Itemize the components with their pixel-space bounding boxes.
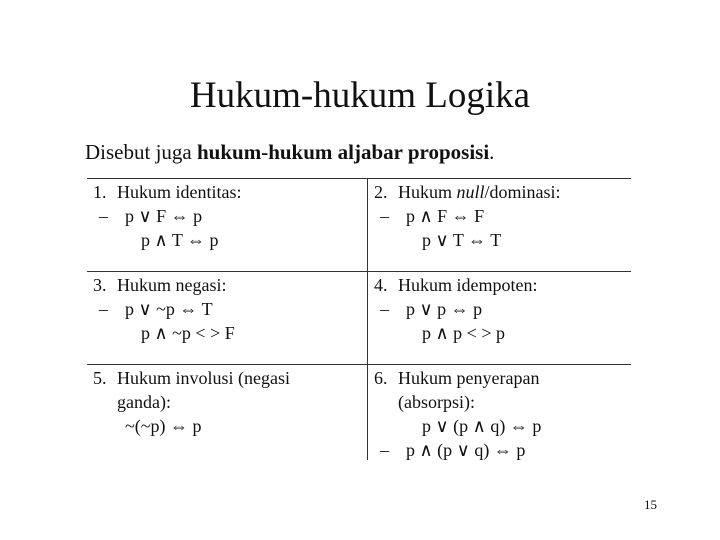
law-formula: p ∨ F ⇔ p bbox=[125, 206, 203, 226]
law-dash: – bbox=[380, 440, 389, 460]
law-name-continued: (absorpsi): bbox=[398, 392, 475, 412]
law-formula: p ∧ p < > p bbox=[422, 323, 505, 343]
law-name-continued: ganda): bbox=[117, 392, 171, 412]
law-formula: ~(~p) ⇔ p bbox=[125, 416, 202, 436]
law-number: 4. bbox=[374, 275, 388, 295]
table-row-divider-1 bbox=[87, 271, 631, 272]
table-column-divider bbox=[367, 178, 368, 460]
law-number: 5. bbox=[93, 368, 107, 388]
law-cell-idempoten bbox=[374, 273, 537, 345]
law-cell-identitas bbox=[93, 180, 242, 252]
law-dash: – bbox=[99, 206, 108, 226]
law-name: Hukum identitas: bbox=[117, 182, 242, 202]
law-number: 3. bbox=[93, 275, 107, 295]
law-number: 1. bbox=[93, 182, 107, 202]
law-name: Hukum idempoten: bbox=[398, 275, 538, 295]
law-dash: – bbox=[380, 206, 389, 226]
law-number: 6. bbox=[374, 368, 388, 388]
law-name: Hukum involusi (negasi bbox=[117, 368, 290, 388]
law-formula: p ∨ p ⇔ p bbox=[406, 299, 483, 319]
law-cell-negasi bbox=[93, 273, 235, 345]
law-formula: p ∧ T ⇔ p bbox=[141, 230, 219, 250]
subtitle-bold: hukum-hukum aljabar proposisi bbox=[196, 140, 490, 164]
law-cell-involusi bbox=[93, 366, 290, 438]
law-cell-dominasi bbox=[374, 180, 561, 252]
table-top-border bbox=[87, 178, 631, 179]
subtitle-suffix: . bbox=[489, 140, 495, 164]
law-name-suffix: /dominasi: bbox=[484, 182, 561, 202]
law-name: Hukum penyerapan bbox=[398, 368, 540, 388]
law-formula: p ∨ ~p ⇔ T bbox=[125, 299, 213, 319]
subtitle-prefix: Disebut juga bbox=[85, 140, 197, 164]
law-name: Hukum negasi: bbox=[117, 275, 227, 295]
subtitle bbox=[85, 139, 494, 165]
law-number: 2. bbox=[374, 182, 388, 202]
law-cell-penyerapan bbox=[374, 366, 541, 462]
laws-table bbox=[87, 178, 631, 460]
law-formula: p ∧ (p ∨ q) ⇔ p bbox=[406, 440, 526, 460]
table-row-divider-2 bbox=[87, 364, 631, 365]
page-number: 15 bbox=[644, 497, 657, 512]
law-dash: – bbox=[99, 299, 108, 319]
law-name-prefix: Hukum bbox=[398, 182, 457, 202]
law-dash: – bbox=[380, 299, 389, 319]
law-name-italic: null bbox=[456, 182, 485, 202]
law-formula: p ∨ T ⇔ T bbox=[422, 230, 502, 250]
law-formula: p ∨ (p ∧ q) ⇔ p bbox=[422, 416, 542, 436]
law-formula: p ∧ F ⇔ F bbox=[406, 206, 485, 226]
slide-title: Hukum-hukum Logika bbox=[189, 75, 531, 116]
law-formula: p ∧ ~p < > F bbox=[141, 323, 235, 343]
